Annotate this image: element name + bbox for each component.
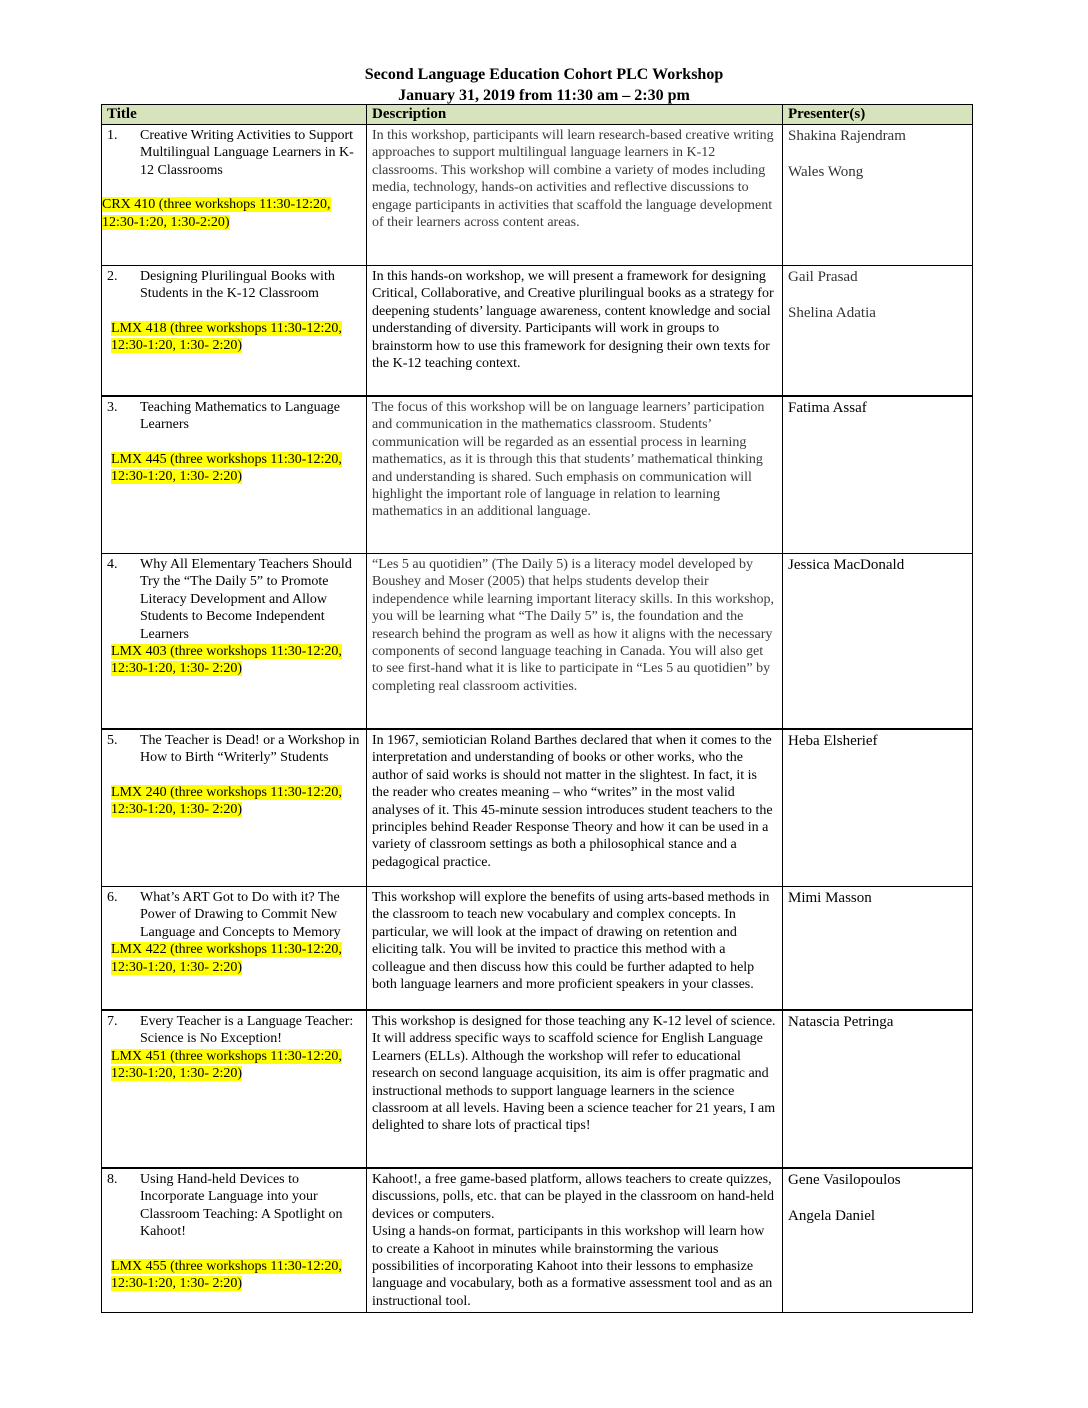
- workshop-table: [101, 104, 973, 1313]
- presenters-cell: [783, 554, 973, 730]
- workshop-description-cell: [367, 1168, 783, 1313]
- workshop-title: Why All Elementary Teachers Should Try the “The Daily 5” to Promote Literacy Development and Allow Students to Become Independent Learners: [140, 557, 352, 642]
- presenters-cell: [783, 396, 973, 554]
- workshop-description: This workshop is designed for those teaching any K-12 level of science. It will address specific ways to scaffold science for English Language Learners (ELLs). Although the workshop will refer to educational research on second language acquisition, its aim is offer pragmatic and instructional methods to support language learners in the science classroom at all levels. Having been a science teacher for 21 years, I am delighted to share lots of practical tips!: [367, 1010, 783, 1168]
- workshop-title-cell: [102, 1168, 367, 1313]
- column-header-description: Description: [367, 105, 783, 125]
- workshop-description: This workshop will explore the benefits of using arts-based methods in the classroom to teach new vocabulary and complex concepts. In particular, we will look at the impact of drawing on retention and eliciting talk. You will be invited to practice this method with a colleague and then discuss how this could be further adapted to help both language learners and more proficient speakers in your classes.: [367, 887, 783, 1011]
- workshop-number: 1.: [107, 128, 118, 143]
- workshop-title-cell: [102, 1010, 367, 1168]
- workshop-title-cell: [102, 396, 367, 554]
- room-code: LMX 403 (three workshops 11:30-12:20, 12:30-1:20, 1:30- 2:20): [111, 644, 342, 677]
- presenters-cell: [783, 729, 973, 887]
- workshop-description-part-2: Using a hands-on format, participants in this workshop will learn how to create a Kahoot in minutes while brainstorming the various possibilities of incorporating Kahoot into their lessons to emphasize language and vocabulary, both as a formative assessment tool and as an instructional tool.: [372, 1224, 773, 1309]
- presenters-cell: [783, 887, 973, 1011]
- workshop-title: The Teacher is Dead! or a Workshop in How to Birth “Writerly” Students: [140, 733, 360, 766]
- table-row: [102, 396, 973, 554]
- table-row: [102, 729, 973, 887]
- presenter-name: Heba Elsherief: [788, 733, 878, 749]
- workshop-description: The focus of this workshop will be on language learners’ participation and communication in the mathematics classroom. Students’ communication will be regarded as an essential process in learning mathematics, as it is through this that students’ mathematical thinking and understanding is shared. Such emphasis on communication will highlight the important role of language in relation to learning mathematics in an additional language.: [367, 396, 783, 554]
- workshop-number: 8.: [107, 1172, 118, 1187]
- workshop-title: Teaching Mathematics to Language Learners: [140, 400, 340, 433]
- table-row: [102, 1168, 973, 1313]
- table-row: [102, 125, 973, 266]
- workshop-title: Every Teacher is a Language Teacher: Science is No Exception!: [140, 1014, 354, 1047]
- presenter-name: Natascia Petringa: [788, 1014, 894, 1030]
- workshop-description: “Les 5 au quotidien” (The Daily 5) is a literacy model developed by Boushey and Moser (2005) that helps students develop their independence while learning important literacy skills. In this workshop, you will be learning what “The Daily 5” is, the foundation and the research behind the program as well as how it aligns with the necessary components of second language teaching in Canada. You will also get to see first-hand what it is like to participate in “Les 5 au quotidien” by completing real classroom activities.: [367, 554, 783, 730]
- workshop-number: 7.: [107, 1014, 118, 1029]
- room-code: LMX 451 (three workshops 11:30-12:20, 12:30-1:20, 1:30- 2:20): [111, 1048, 342, 1082]
- room-code: LMX 445 (three workshops 11:30-12:20, 12:30-1:20, 1:30- 2:20): [111, 451, 342, 485]
- presenter-name: Jessica MacDonald: [788, 557, 905, 573]
- presenters-cell: [783, 1168, 973, 1313]
- presenter-name: Angela Daniel: [788, 1208, 876, 1224]
- workshop-title: Creative Writing Activities to Support Multilingual Language Learners in K-12 Classrooms: [140, 128, 354, 178]
- workshop-title-cell: [102, 266, 367, 397]
- workshop-number: 6.: [107, 890, 118, 905]
- workshop-title-cell: [102, 125, 367, 266]
- table-row: [102, 887, 973, 1011]
- table-row: [102, 266, 973, 397]
- workshop-title-cell: [102, 729, 367, 887]
- workshop-description: In this hands-on workshop, we will present a framework for designing Critical, Collaborative, and Creative plurilingual books as a strategy for deepening students’ language awareness, content knowledge and social understanding of diversity. Participants will work in groups to brainstorm how to use this framework for designing their own texts for the K-12 teaching context.: [367, 266, 783, 397]
- room-code: LMX 422 (three workshops 11:30-12:20, 12:30-1:20, 1:30- 2:20): [111, 942, 342, 975]
- table-row: [102, 1010, 973, 1168]
- workshop-description: In this workshop, participants will learn research-based creative writing approaches to support multilingual language learners in K-12 classrooms. This workshop will combine a variety of modes including media, technology, hands-on activities and reflective discussions to engage participants in activities that scaffold the language development of their learners across content areas.: [367, 125, 783, 266]
- presenter-name: Mimi Masson: [788, 890, 872, 906]
- workshop-number: 4.: [107, 557, 118, 572]
- title-line-1: Second Language Education Cohort PLC Workshop: [364, 66, 724, 83]
- presenter-name: Gail Prasad: [788, 269, 858, 285]
- table-header-row: [102, 105, 973, 125]
- presenters-cell: [783, 266, 973, 397]
- room-code: LMX 455 (three workshops 11:30-12:20, 12:30-1:20, 1:30- 2:20): [111, 1258, 342, 1292]
- column-header-title: Title: [102, 105, 367, 125]
- workshop-title-cell: [102, 554, 367, 730]
- presenter-name: Shakina Rajendram: [788, 128, 906, 144]
- table-row: [102, 554, 973, 730]
- presenters-cell: [783, 125, 973, 266]
- workshop-description: In 1967, semiotician Roland Barthes declared that when it comes to the interpretation and understanding of books or other works, who the author of said works is should not matter in the slightest. In fact, it is the reader who creates meaning – who “writes” in the most valid analyses of it. This 45-minute session introduces student teachers to the principles behind Reader Response Theory and how it can be used in a variety of classroom settings as both a philosophical stance and a pedagogical practice.: [367, 729, 783, 887]
- presenter-name: Wales Wong: [788, 164, 864, 180]
- presenters-cell: [783, 1010, 973, 1168]
- title-line-2: January 31, 2019 from 11:30 am – 2:30 pm: [398, 87, 690, 104]
- presenter-name: Fatima Assaf: [788, 400, 867, 416]
- workshop-title: Using Hand-held Devices to Incorporate Language into your Classroom Teaching: A Spotlight on Kahoot!: [140, 1172, 343, 1240]
- room-code: LMX 240 (three workshops 11:30-12:20, 12:30-1:20, 1:30- 2:20): [111, 784, 342, 818]
- workshop-title-cell: [102, 887, 367, 1011]
- page-title: [0, 64, 1088, 106]
- workshop-title: Designing Plurilingual Books with Students in the K-12 Classroom: [140, 269, 335, 302]
- workshop-title: What’s ART Got to Do with it? The Power of Drawing to Commit New Language and Concepts to Memory: [140, 890, 341, 940]
- workshop-number: 3.: [107, 400, 118, 415]
- room-code: CRX 410 (three workshops 11:30-12:20, 12:30-1:20, 1:30-2:20): [102, 197, 331, 230]
- workshop-number: 5.: [107, 733, 118, 748]
- presenter-name: Gene Vasilopoulos: [788, 1172, 901, 1188]
- column-header-presenters: Presenter(s): [783, 105, 973, 125]
- workshop-description: Kahoot!, a free game-based platform, allows teachers to create quizzes, discussions, polls, etc. that can be played in the classroom on hand-held devices or computers.: [372, 1172, 775, 1222]
- workshop-number: 2.: [107, 269, 118, 284]
- presenter-name: Shelina Adatia: [788, 305, 876, 321]
- room-code: LMX 418 (three workshops 11:30-12:20, 12:30-1:20, 1:30- 2:20): [111, 320, 342, 354]
